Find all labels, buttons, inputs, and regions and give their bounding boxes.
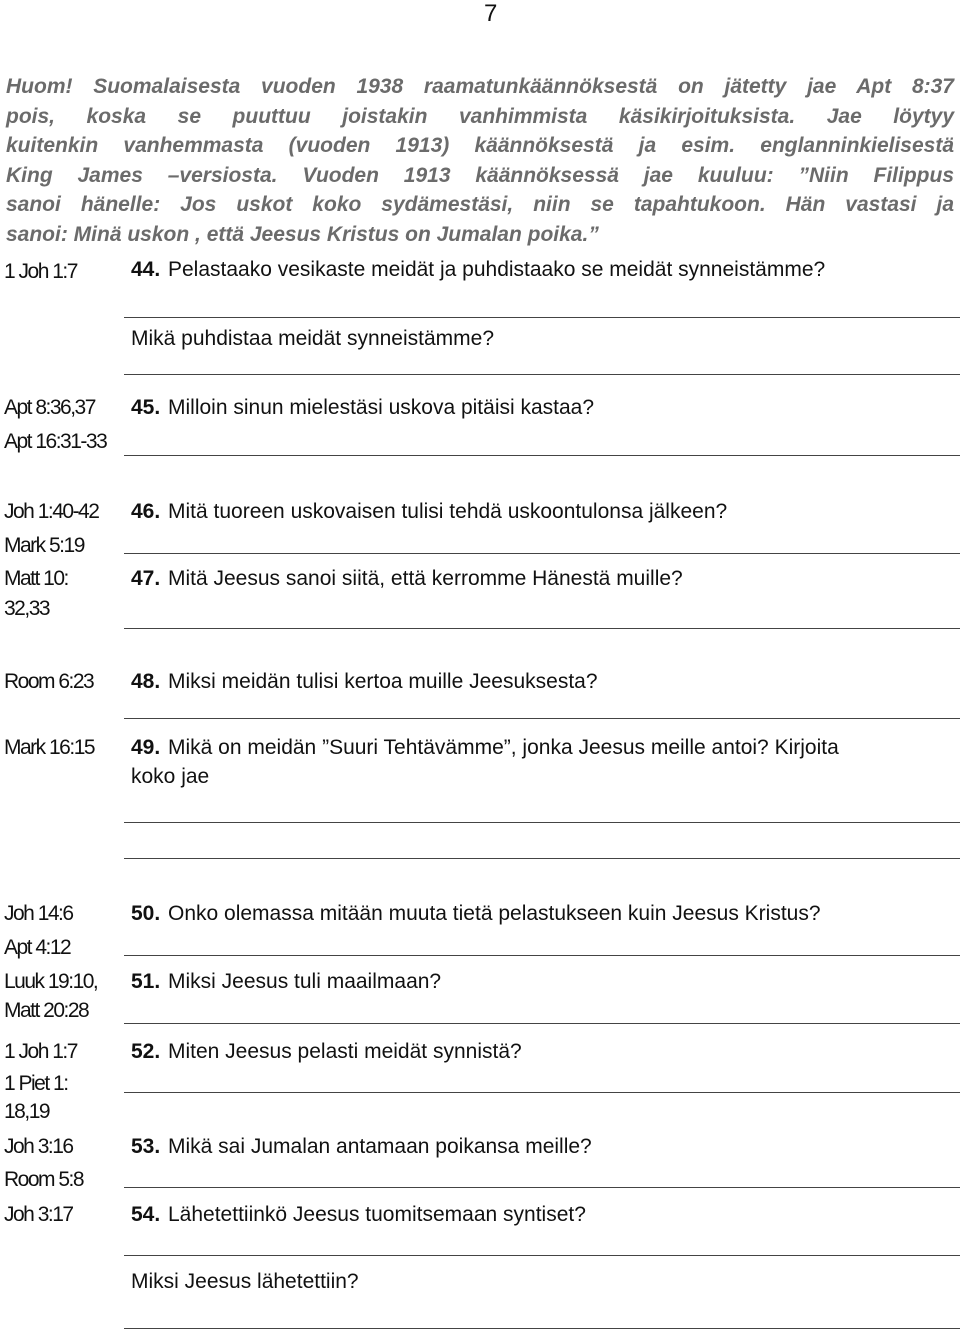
question-text: Lähetettiinkö Jeesus tuomitsemaan syntiset? bbox=[168, 1203, 586, 1226]
follow-up-question: Miksi Jeesus lähetettiin? bbox=[131, 1270, 359, 1293]
question-text: Miksi meidän tulisi kertoa muille Jeesuksesta? bbox=[168, 670, 598, 693]
scripture-reference: Joh 14:6 bbox=[4, 902, 73, 925]
notice-line: sanoi hänelle: Jos uskot koko sydämestäsi, niin se tapahtukoon. Hän vastasi ja bbox=[6, 193, 954, 217]
question-number: 45. bbox=[131, 396, 161, 419]
question-continuation: koko jae bbox=[131, 765, 210, 788]
question-number: 44. bbox=[131, 258, 161, 281]
scripture-reference: Room 6:23 bbox=[4, 670, 94, 693]
question-50 bbox=[131, 902, 821, 926]
scripture-reference: 18,19 bbox=[4, 1100, 50, 1123]
notice-line: sanoi: Minä uskon , että Jeesus Kristus on Jumalan poika.” bbox=[6, 222, 599, 246]
question-number: 51. bbox=[131, 970, 161, 993]
answer-line bbox=[124, 1092, 960, 1093]
question-text: Miksi Jeesus tuli maailmaan? bbox=[168, 970, 442, 993]
scripture-reference: Room 5:8 bbox=[4, 1168, 84, 1191]
scripture-reference: 32,33 bbox=[4, 597, 50, 620]
question-text: Pelastaako vesikaste meidät ja puhdistaako se meidät synneistämme? bbox=[168, 258, 826, 281]
question-number: 52. bbox=[131, 1040, 161, 1063]
answer-line bbox=[124, 553, 960, 554]
question-number: 54. bbox=[131, 1203, 161, 1226]
question-text: Mikä sai Jumalan antamaan poikansa meille? bbox=[168, 1135, 592, 1158]
scripture-reference: Mark 16:15 bbox=[4, 736, 95, 759]
question-number: 50. bbox=[131, 902, 161, 925]
question-51 bbox=[131, 970, 441, 994]
translation-notice bbox=[6, 72, 954, 250]
scripture-reference: Matt 10: bbox=[4, 567, 68, 590]
question-46 bbox=[131, 500, 727, 524]
question-text: Mikä on meidän ”Suuri Tehtävämme”, jonka Jeesus meille antoi? Kirjoita bbox=[168, 736, 839, 759]
scripture-reference: 1 Piet 1: bbox=[4, 1072, 68, 1095]
question-text: Milloin sinun mielestäsi uskova pitäisi kastaa? bbox=[168, 396, 595, 419]
question-number: 49. bbox=[131, 736, 161, 759]
answer-line bbox=[124, 858, 960, 859]
notice-line: pois, koska se puuttuu joistakin vanhimmista käsikirjoituksista. Jae löytyy bbox=[6, 104, 954, 128]
answer-line bbox=[124, 955, 960, 956]
question-number: 46. bbox=[131, 500, 161, 523]
notice-line: King James –versiosta. Vuoden 1913 käännöksessä jae kuuluu: ”Niin Filippus bbox=[6, 163, 954, 187]
answer-line bbox=[124, 374, 960, 375]
question-number: 47. bbox=[131, 567, 161, 590]
answer-line bbox=[124, 822, 960, 823]
scripture-reference: Apt 8:36,37 bbox=[4, 396, 95, 419]
question-54 bbox=[131, 1203, 586, 1227]
scripture-reference: Matt 20:28 bbox=[4, 999, 89, 1022]
question-45 bbox=[131, 396, 594, 420]
scripture-reference: 1 Joh 1:7 bbox=[4, 1040, 77, 1063]
scripture-reference: Joh 3:17 bbox=[4, 1203, 73, 1226]
answer-line bbox=[124, 1187, 960, 1188]
page-number: 7 bbox=[484, 0, 498, 27]
scripture-reference: 1 Joh 1:7 bbox=[4, 260, 77, 283]
scripture-reference: Apt 4:12 bbox=[4, 936, 71, 959]
question-48 bbox=[131, 670, 598, 694]
question-44 bbox=[131, 258, 825, 282]
question-number: 48. bbox=[131, 670, 161, 693]
question-49 bbox=[131, 736, 839, 760]
answer-line bbox=[124, 1023, 960, 1024]
question-53 bbox=[131, 1135, 592, 1159]
scripture-reference: Joh 3:16 bbox=[4, 1135, 73, 1158]
scripture-reference: Apt 16:31-33 bbox=[4, 430, 107, 453]
answer-line bbox=[124, 1328, 960, 1329]
answer-line bbox=[124, 718, 960, 719]
question-text: Mitä tuoreen uskovaisen tulisi tehdä uskoontulonsa jälkeen? bbox=[168, 500, 728, 523]
follow-up-question: Mikä puhdistaa meidät synneistämme? bbox=[131, 327, 495, 350]
question-number: 53. bbox=[131, 1135, 161, 1158]
scripture-reference: Luuk 19:10, bbox=[4, 970, 98, 993]
question-52 bbox=[131, 1040, 522, 1064]
question-text: Onko olemassa mitään muuta tietä pelastukseen kuin Jeesus Kristus? bbox=[168, 902, 821, 925]
question-47 bbox=[131, 567, 683, 591]
answer-line bbox=[124, 317, 960, 318]
scripture-reference: Mark 5:19 bbox=[4, 534, 84, 557]
answer-line bbox=[124, 1255, 960, 1256]
answer-line bbox=[124, 455, 960, 456]
scripture-reference: Joh 1:40-42 bbox=[4, 500, 99, 523]
notice-line: kuitenkin vanhemmasta (vuoden 1913) käännöksestä ja esim. englanninkielisestä bbox=[6, 134, 954, 158]
notice-line: Huom! Suomalaisesta vuoden 1938 raamatunkäännöksestä on jätetty jae Apt 8:37 bbox=[6, 75, 954, 98]
question-text: Mitä Jeesus sanoi siitä, että kerromme Hänestä muille? bbox=[168, 567, 683, 590]
answer-line bbox=[124, 628, 960, 629]
question-text: Miten Jeesus pelasti meidät synnistä? bbox=[168, 1040, 522, 1063]
